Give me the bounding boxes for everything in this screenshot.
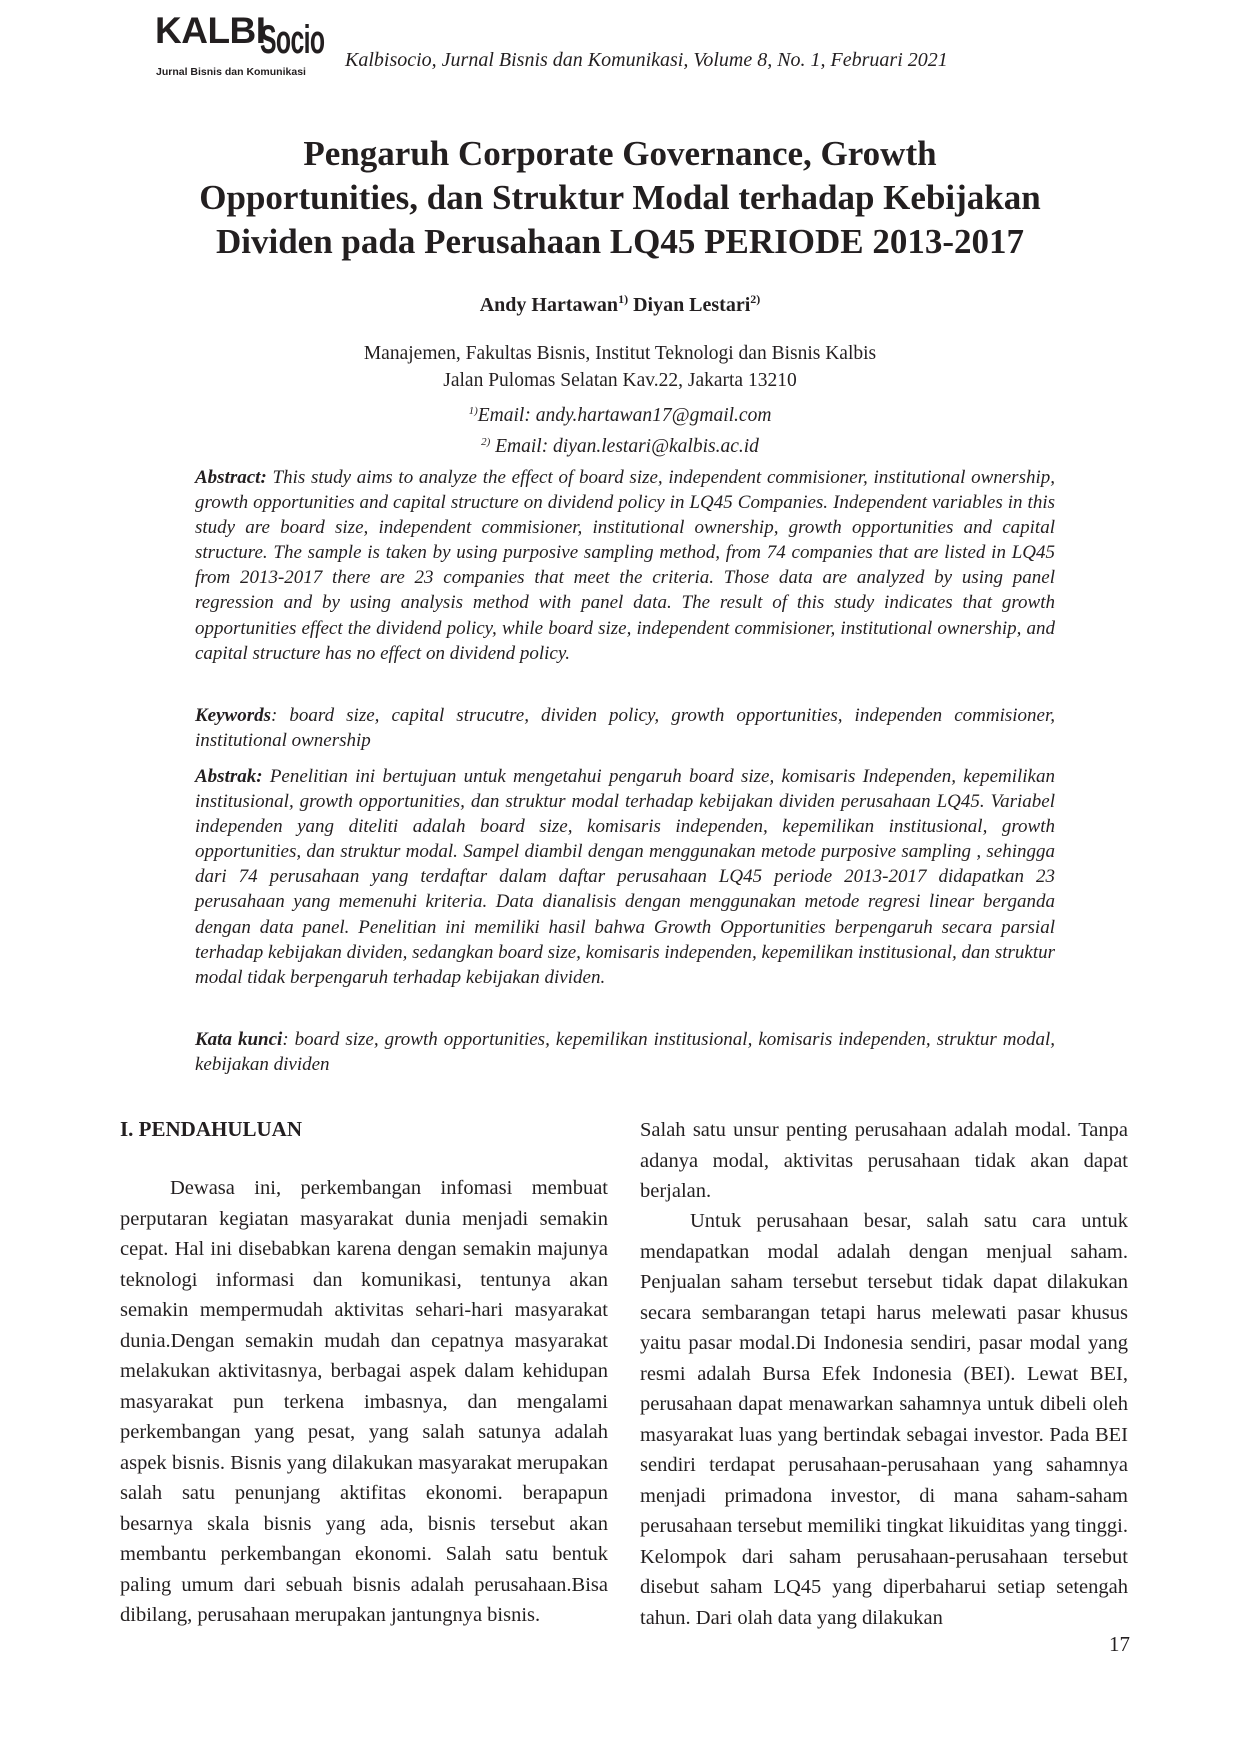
affiliation-line-1: Manajemen, Fakultas Bisnis, Institut Teknologi dan Bisnis Kalbis [363,343,877,364]
logo-socio-wordmark: Socio [260,18,325,62]
author-2-mark: 2) [750,292,761,306]
author-1-name: Andy Hartawan [479,294,619,316]
email-1-text: Email: andy.hartawan17@gmail.com [477,405,772,426]
logo-wordmark: KALBI [155,10,266,51]
journal-logo [155,10,330,80]
title-line-3: Dividen pada Perusahaan LQ45 PERIODE 2013-2017 [215,222,1025,261]
abstract-english-label: Abstract: [195,467,267,488]
author-2-name: Diyan Lestari [633,294,751,316]
title-line-1: Pengaruh Corporate Governance, Growth [303,134,937,173]
logo-subtitle: Jurnal Bisnis dan Komunikasi [156,66,306,78]
abstract-english-text: This study aims to analyze the effect of board size, independent commisioner, institutional ownership, growth opportunities and capital structure on dividend policy in LQ45 Companies. Independent variables in this study are board size, independent commisioner, institutional ownership, growth opportunities and capital structure. The sample is taken by using purposive sampling method, from 74 companies that are listed in LQ45 from 2013-2017 there are 23 companies that meet the criteria. Those data are analyzed by using panel regression and by using analysis method with panel data. The result of this study indicates that growth opportunities effect the dividend policy, while board size, independent commisioner, institutional ownership, and capital structure has no effect on dividend policy. [195,467,1055,664]
body-right-paragraph-2: Untuk perusahaan besar, salah satu cara untuk mendapatkan modal adalah dengan menjual saham. Penjualan saham tersebut tersebut tidak dapat dilakukan secara sembarangan tetapi harus melewati pasar khusus yaitu pasar modal.Di Indonesia sendiri, pasar modal yang resmi adalah Bursa Efek Indonesia (BEI). Lewat BEI, perusahaan dapat menawarkan sahamnya untuk dibeli oleh masyarakat luas yang bertindak sebagai investor. Pada BEI sendiri terdapat perusahaan-perusahaan yang sahamnya menjadi primadona investor, di mana saham-saham perusahaan tersebut memiliki tingkat likuiditas yang tinggi. Kelompok dari saham perusahaan-perusahaan tersebut disebut saham LQ45 yang diperbaharui setiap setengah tahun. Dari olah data yang dilakukan [640,1210,1128,1629]
keywords-indonesian-label: Kata kunci [195,1029,283,1050]
email-1 [120,398,1120,429]
keywords-english [195,703,1055,753]
keywords-english-text: : board size, capital strucutre, dividen policy, growth opportunities, independen commisioner, institutional ownership [195,705,1055,752]
body-left-paragraph: Dewasa ini, perkembangan infomasi membuat perputaran kegiatan masyarakat dunia menjadi semakin cepat. Hal ini disebabkan karena dengan semakin majunya teknologi informasi dan komunikasi, tentunya akan semakin mempermudah aktivitas sehari-hari masyarakat dunia.Dengan semakin mudah dan cepatnya masyarakat melakukan aktivitasnya, berbagai aspek dalam kehidupan masyarakat pun terkena imbasnya, dan mengalami perkembangan yang pesat, yang salah satunya adalah aspek bisnis. Bisnis yang dilakukan masyarakat merupakan salah satu penunjang aktifitas ekonomi. berapapun besarnya skala bisnis yang ada, bisnis tersebut akan membantu perkembangan ekonomi. Salah satu bentuk paling umum dari sebuah bisnis adalah perusahaan.Bisa dibilang, perusahaan merupakan jantungnya bisnis. [120,1177,608,1626]
keywords-english-label: Keywords [195,705,271,726]
title-line-2: Opportunities, dan Struktur Modal terhadap Kebijakan [199,178,1041,217]
email-2-text: Email: diyan.lestari@kalbis.ac.id [490,436,759,457]
page-number: 17 [1109,1632,1130,1656]
abstract-indonesian [195,764,1055,990]
journal-running-header: Kalbisocio, Jurnal Bisnis dan Komunikasi, Volume 8, No. 1, Februari 2021 [345,49,948,71]
abstract-indonesian-label: Abstrak: [195,766,263,787]
affiliation-line-2: Jalan Pulomas Selatan Kav.22, Jakarta 13210 [443,370,797,391]
email-2-mark: 2) [481,436,491,448]
keywords-indonesian [195,1027,1055,1077]
author-1-mark: 1) [618,292,629,306]
section-heading-introduction: I. PENDAHULUAN [120,1117,303,1141]
author-emails [120,398,1120,460]
abstract-english [195,465,1055,666]
keywords-indonesian-text: : board size, growth opportunities, kepemilikan institusional, komisaris independen, struktur modal, kebijakan dividen [195,1029,1055,1076]
email-1-mark: 1) [468,405,478,417]
paper-title [120,132,1120,264]
body-right-paragraph-1: Salah satu unsur penting perusahaan adalah modal. Tanpa adanya modal, aktivitas perusahaan tidak akan dapat berjalan. [640,1119,1128,1202]
abstract-indonesian-text: Penelitian ini bertujuan untuk mengetahui pengaruh board size, komisaris Independen, kepemilikan institusional, growth opportunities, dan struktur modal terhadap kebijakan dividen perusahaan LQ45. Variabel independen yang diteliti adalah board size, komisaris independen, kepemilikan institusional, growth opportunities, dan struktur modal. Sampel diambil dengan menggunakan metode purposive sampling , sehingga dari 74 perusahaan yang terdaftar dalam daftar perusahaan LQ45 periode 2013-2017 didapatkan 23 perusahaan yang memenuhi kriteria. Data dianalisis dengan menggunakan metode regresi linear berganda dengan data panel. Penelitian ini memiliki hasil bahwa Growth Opportunities berpengaruh secara parsial terhadap kebijakan dividen, sedangkan board size, komisaris independen, kepemilikan institusional, dan struktur modal tidak berpengaruh terhadap kebijakan dividen. [195,766,1055,988]
email-2 [120,429,1120,460]
affiliation [120,340,1120,394]
author-list [120,292,1120,317]
